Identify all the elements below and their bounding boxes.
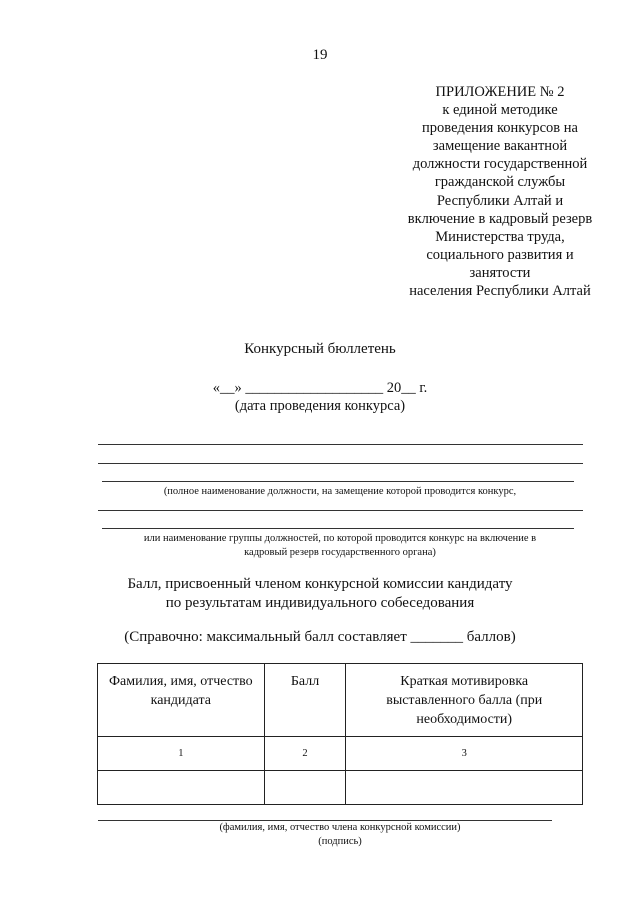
appendix-line: Республики Алтай и <box>436 192 564 209</box>
form-title: Конкурсный бюллетень <box>244 341 396 357</box>
date-caption: (дата проведения конкурса) <box>234 398 406 414</box>
score-heading-line: Балл, присвоенный членом конкурсной комиссии кандидату <box>127 576 513 592</box>
page-number: 19 <box>312 47 328 63</box>
signature-caption-sign: (подпись) <box>318 836 362 847</box>
table-header-row <box>98 664 583 737</box>
table-row <box>98 771 583 805</box>
score-heading <box>0 575 640 613</box>
table-number-row <box>98 737 583 771</box>
blank-line <box>102 481 574 482</box>
header-candidate-name: Фамилия, имя, отчество кандидата <box>98 664 265 737</box>
date-block <box>0 379 640 415</box>
appendix-line: к единой методике <box>442 102 558 119</box>
score-table <box>97 663 583 805</box>
appendix-line: проведения конкурсов на <box>422 120 578 137</box>
table-cell <box>98 771 265 805</box>
table-cell <box>346 771 583 805</box>
signature-caption-name: (фамилия, имя, отчество члена конкурсной комиссии) <box>219 822 461 833</box>
group-caption-line: кадровый резерв государственного органа) <box>244 547 436 558</box>
reference-note: (Справочно: максимальный балл составляет _______ баллов) <box>124 629 516 645</box>
appendix-line: замещение вакантной <box>432 138 568 155</box>
column-number: 1 <box>98 737 265 771</box>
table-cell <box>264 771 346 805</box>
appendix-line: ПРИЛОЖЕНИЕ № 2 <box>435 84 565 100</box>
appendix-line: социального развития и <box>426 246 574 263</box>
group-caption <box>97 532 583 560</box>
blank-line <box>102 528 574 529</box>
column-number: 2 <box>264 737 346 771</box>
appendix-line: включение в кадровый резерв <box>407 210 593 227</box>
position-caption: (полное наименование должности, на замещение которой проводится конкурс, <box>163 486 517 497</box>
header-motivation: Краткая мотивировка выставленного балла (при необходимости) <box>346 664 583 737</box>
header-score: Балл <box>264 664 346 737</box>
blank-line <box>98 444 583 445</box>
blank-line <box>98 463 583 464</box>
appendix-header <box>380 83 620 300</box>
appendix-line: занятости <box>469 264 531 281</box>
signature-caption <box>97 821 583 849</box>
appendix-line: Министерства труда, <box>435 228 565 245</box>
appendix-line: населения Республики Алтай <box>409 283 591 300</box>
column-number: 3 <box>346 737 583 771</box>
blank-line <box>98 510 583 511</box>
appendix-line: должности государственной <box>412 156 588 173</box>
score-heading-line: по результатам индивидуального собеседования <box>165 595 475 611</box>
appendix-line: гражданской службы <box>434 174 566 191</box>
date-line: «__» ___________________ 20__ г. <box>212 380 428 396</box>
group-caption-line: или наименование группы должностей, по которой проводится конкурс на включение в <box>143 533 537 544</box>
